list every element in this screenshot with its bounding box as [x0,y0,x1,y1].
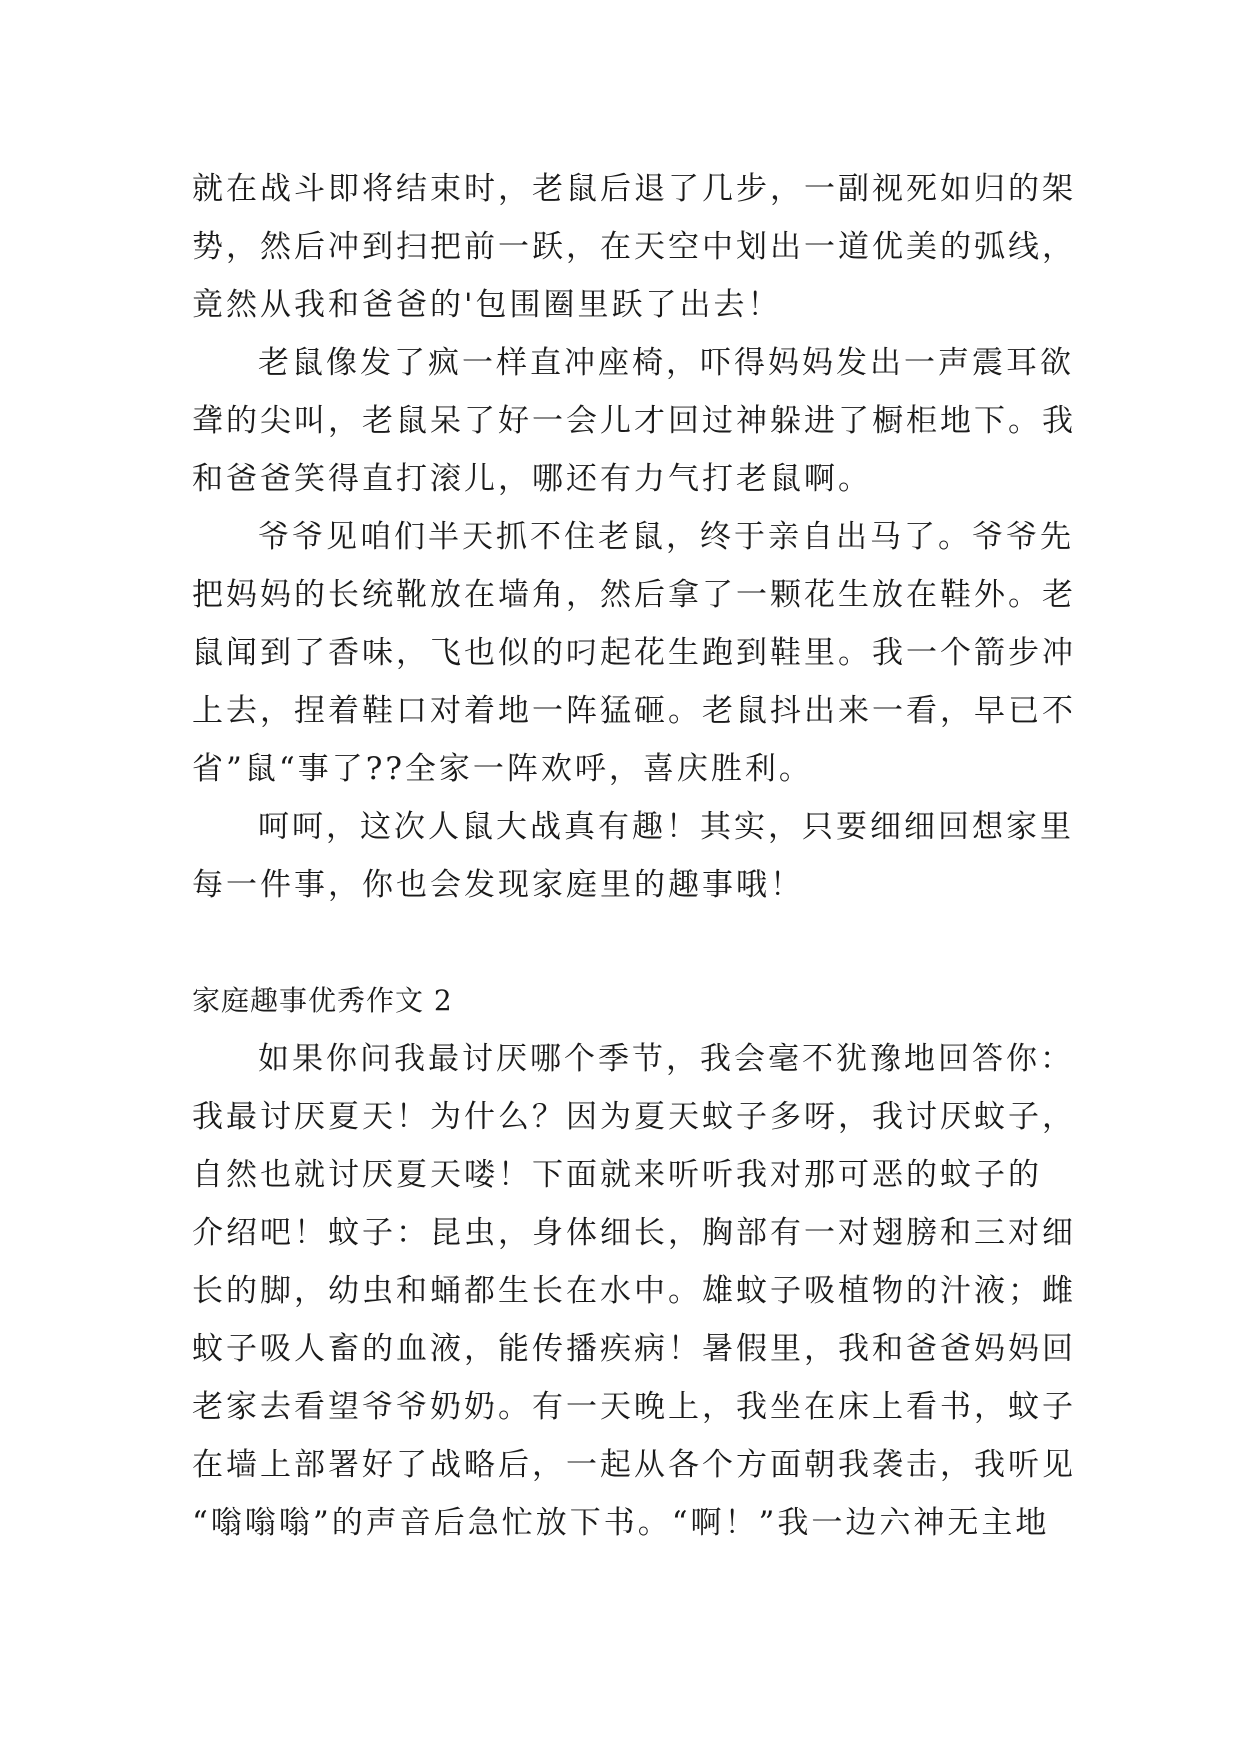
text-line: 上去，捏着鞋口对着地一阵猛砸。老鼠抖出来一看，早已不 [192,693,1076,729]
text-line: 介绍吧！蚊子：昆虫，身体细长，胸部有一对翅膀和三对细 [192,1215,1076,1251]
document-body-part1 [192,160,1076,914]
paragraph [192,508,1076,798]
paragraph [192,334,1076,508]
text-line: 聋的尖叫，老鼠呆了好一会儿才回过神躲进了橱柜地下。我 [192,403,1076,439]
text-line: 自然也就讨厌夏天喽！下面就来听听我对那可恶的蚊子的 [192,1157,1042,1193]
text-line: 竟然从我和爸爸的'包围圈里跃了出去！ [192,287,782,323]
paragraph [192,160,1076,334]
document-body-part2 [192,1030,1076,1552]
text-line: 省”鼠“事了??全家一阵欢呼，喜庆胜利。 [192,751,813,787]
text-line: 就在战斗即将结束时，老鼠后退了几步，一副视死如归的架 [192,171,1076,207]
text-line: “嗡嗡嗡”的声音后急忙放下书。“啊！”我一边六神无主地 [192,1505,1050,1541]
text-line: 每一件事，你也会发现家庭里的趣事哦！ [192,867,804,903]
document-page [192,160,1076,1552]
section-title: 家庭趣事优秀作文 2 [192,984,453,1017]
text-line: 如果你问我最讨厌哪个季节，我会毫不犹豫地回答你： [258,1041,1074,1077]
text-line: 老家去看望爷爷奶奶。有一天晚上，我坐在床上看书，蚊子 [192,1389,1076,1425]
text-line: 蚊子吸人畜的血液，能传播疾病！暑假里，我和爸爸妈妈回 [192,1331,1076,1367]
text-line: 长的脚，幼虫和蛹都生长在水中。雄蚊子吸植物的汁液；雌 [192,1273,1076,1309]
text-line: 把妈妈的长统靴放在墙角，然后拿了一颗花生放在鞋外。老 [192,577,1076,613]
text-line: 和爸爸笑得直打滚儿，哪还有力气打老鼠啊。 [192,461,872,497]
text-line: 在墙上部署好了战略后，一起从各个方面朝我袭击，我听见 [192,1447,1076,1483]
text-line: 鼠闻到了香味，飞也似的叼起花生跑到鞋里。我一个箭步冲 [192,635,1076,671]
text-line: 势，然后冲到扫把前一跃，在天空中划出一道优美的弧线， [192,229,1076,265]
text-line: 我最讨厌夏天！为什么？因为夏天蚊子多呀，我讨厌蚊子， [192,1099,1076,1135]
paragraph [192,798,1074,914]
text-line: 呵呵，这次人鼠大战真有趣！其实，只要细细回想家里 [258,809,1074,845]
text-line: 爷爷见咱们半天抓不住老鼠，终于亲自出马了。爷爷先 [258,519,1074,555]
paragraph [192,1030,1076,1552]
text-line: 老鼠像发了疯一样直冲座椅，吓得妈妈发出一声震耳欲 [258,345,1074,381]
